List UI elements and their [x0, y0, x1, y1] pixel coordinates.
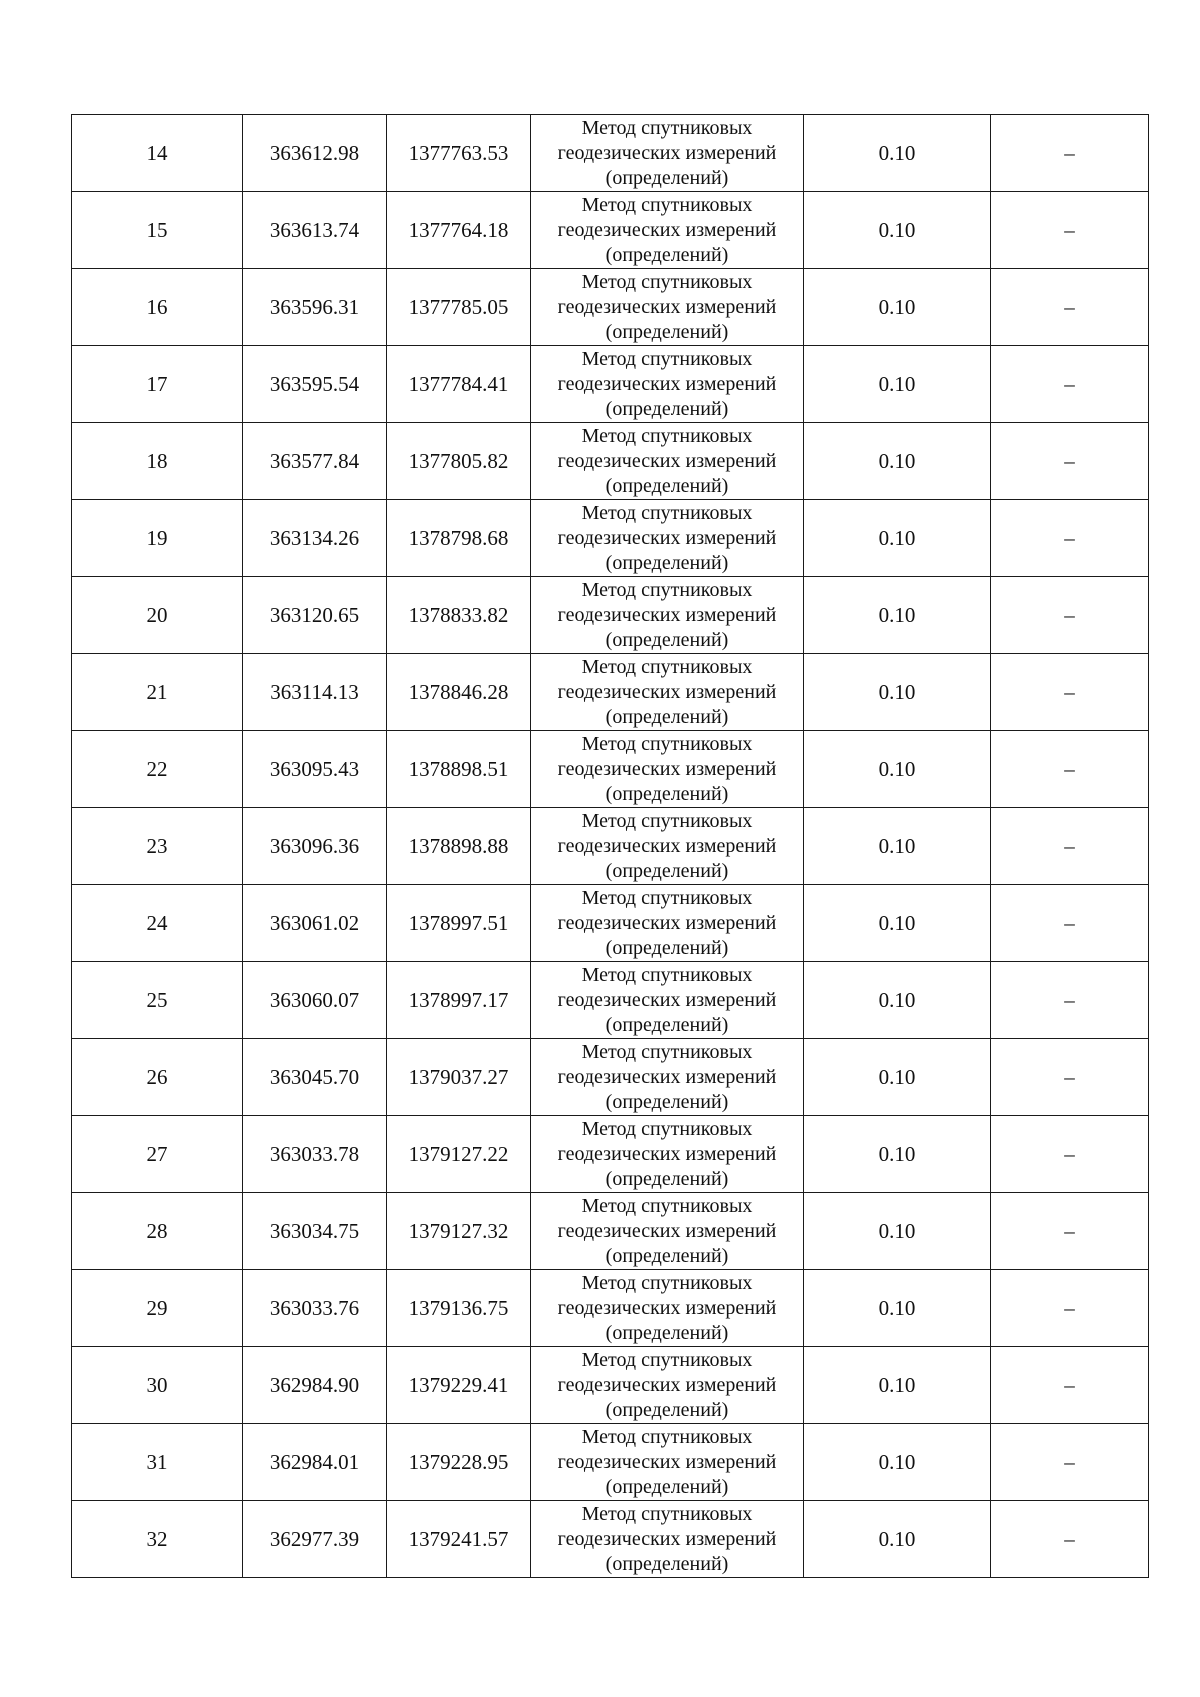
- accuracy-cell: 0.10: [804, 731, 991, 808]
- point-number-cell: 16: [72, 269, 243, 346]
- table-row: [72, 1039, 1149, 1116]
- y-coordinate-cell: 1379228.95: [387, 1424, 531, 1501]
- method-line-1: Метод спутниковых: [581, 347, 753, 370]
- method-cell: [531, 731, 804, 808]
- accuracy-cell: 0.10: [804, 1270, 991, 1347]
- table-row: [72, 1501, 1149, 1578]
- method-line-1: Метод спутниковых: [581, 1425, 753, 1448]
- accuracy-cell: 0.10: [804, 269, 991, 346]
- table-row: [72, 500, 1149, 577]
- extra-info-cell: –: [991, 962, 1149, 1039]
- table-row: [72, 654, 1149, 731]
- method-cell: [531, 346, 804, 423]
- extra-info-cell: –: [991, 1501, 1149, 1578]
- method-cell: [531, 1039, 804, 1116]
- y-coordinate-cell: 1379037.27: [387, 1039, 531, 1116]
- table-row: [72, 346, 1149, 423]
- x-coordinate-cell: 363095.43: [243, 731, 387, 808]
- method-line-3: (определений): [605, 936, 729, 959]
- method-cell: [531, 1270, 804, 1347]
- method-line-3: (определений): [605, 1090, 729, 1113]
- method-line-1: Метод спутниковых: [581, 116, 753, 139]
- point-number-cell: 14: [72, 115, 243, 192]
- x-coordinate-cell: 363033.78: [243, 1116, 387, 1193]
- method-line-2: геодезических измерений: [557, 757, 777, 780]
- method-line-3: (определений): [605, 1013, 729, 1036]
- method-line-3: (определений): [605, 1244, 729, 1267]
- method-line-1: Метод спутниковых: [581, 424, 753, 447]
- method-line-3: (определений): [605, 1398, 729, 1421]
- accuracy-cell: 0.10: [804, 1501, 991, 1578]
- method-line-3: (определений): [605, 1552, 729, 1575]
- method-line-2: геодезических измерений: [557, 1450, 777, 1473]
- table-row: [72, 1424, 1149, 1501]
- extra-info-cell: –: [991, 1270, 1149, 1347]
- method-line-3: (определений): [605, 1475, 729, 1498]
- extra-info-cell: –: [991, 1347, 1149, 1424]
- method-line-3: (определений): [605, 243, 729, 266]
- y-coordinate-cell: 1378798.68: [387, 500, 531, 577]
- method-cell: [531, 808, 804, 885]
- table-row: [72, 115, 1149, 192]
- method-line-2: геодезических измерений: [557, 834, 777, 857]
- method-cell: [531, 885, 804, 962]
- method-cell: [531, 654, 804, 731]
- point-number-cell: 25: [72, 962, 243, 1039]
- accuracy-cell: 0.10: [804, 1039, 991, 1116]
- method-line-3: (определений): [605, 166, 729, 189]
- point-number-cell: 15: [72, 192, 243, 269]
- method-line-1: Метод спутниковых: [581, 809, 753, 832]
- extra-info-cell: –: [991, 115, 1149, 192]
- point-number-cell: 27: [72, 1116, 243, 1193]
- x-coordinate-cell: 363114.13: [243, 654, 387, 731]
- point-number-cell: 19: [72, 500, 243, 577]
- extra-info-cell: –: [991, 577, 1149, 654]
- table-row: [72, 1193, 1149, 1270]
- method-line-2: геодезических измерений: [557, 1527, 777, 1550]
- y-coordinate-cell: 1378898.88: [387, 808, 531, 885]
- extra-info-cell: –: [991, 654, 1149, 731]
- table-row: [72, 423, 1149, 500]
- point-number-cell: 31: [72, 1424, 243, 1501]
- method-line-3: (определений): [605, 628, 729, 651]
- method-line-2: геодезических измерений: [557, 911, 777, 934]
- method-cell: [531, 1424, 804, 1501]
- point-number-cell: 32: [72, 1501, 243, 1578]
- y-coordinate-cell: 1379127.22: [387, 1116, 531, 1193]
- y-coordinate-cell: 1379127.32: [387, 1193, 531, 1270]
- method-line-3: (определений): [605, 320, 729, 343]
- method-line-3: (определений): [605, 782, 729, 805]
- method-line-1: Метод спутниковых: [581, 655, 753, 678]
- method-cell: [531, 423, 804, 500]
- method-line-1: Метод спутниковых: [581, 963, 753, 986]
- x-coordinate-cell: 363034.75: [243, 1193, 387, 1270]
- x-coordinate-cell: 363120.65: [243, 577, 387, 654]
- method-line-2: геодезических измерений: [557, 295, 777, 318]
- method-line-3: (определений): [605, 1167, 729, 1190]
- method-line-1: Метод спутниковых: [581, 886, 753, 909]
- extra-info-cell: –: [991, 1039, 1149, 1116]
- point-number-cell: 24: [72, 885, 243, 962]
- x-coordinate-cell: 362984.90: [243, 1347, 387, 1424]
- extra-info-cell: –: [991, 1424, 1149, 1501]
- method-line-2: геодезических измерений: [557, 603, 777, 626]
- method-cell: [531, 500, 804, 577]
- x-coordinate-cell: 363045.70: [243, 1039, 387, 1116]
- x-coordinate-cell: 362984.01: [243, 1424, 387, 1501]
- method-line-1: Метод спутниковых: [581, 1194, 753, 1217]
- x-coordinate-cell: 363613.74: [243, 192, 387, 269]
- y-coordinate-cell: 1378846.28: [387, 654, 531, 731]
- x-coordinate-cell: 363033.76: [243, 1270, 387, 1347]
- extra-info-cell: –: [991, 423, 1149, 500]
- accuracy-cell: 0.10: [804, 577, 991, 654]
- point-number-cell: 23: [72, 808, 243, 885]
- point-number-cell: 30: [72, 1347, 243, 1424]
- extra-info-cell: –: [991, 885, 1149, 962]
- y-coordinate-cell: 1377784.41: [387, 346, 531, 423]
- accuracy-cell: 0.10: [804, 1116, 991, 1193]
- accuracy-cell: 0.10: [804, 192, 991, 269]
- x-coordinate-cell: 362977.39: [243, 1501, 387, 1578]
- method-cell: [531, 269, 804, 346]
- y-coordinate-cell: 1377764.18: [387, 192, 531, 269]
- point-number-cell: 22: [72, 731, 243, 808]
- extra-info-cell: –: [991, 346, 1149, 423]
- method-line-3: (определений): [605, 1321, 729, 1344]
- table-row: [72, 885, 1149, 962]
- accuracy-cell: 0.10: [804, 808, 991, 885]
- method-line-1: Метод спутниковых: [581, 1502, 753, 1525]
- method-line-2: геодезических измерений: [557, 526, 777, 549]
- method-line-2: геодезических измерений: [557, 1219, 777, 1242]
- accuracy-cell: 0.10: [804, 500, 991, 577]
- accuracy-cell: 0.10: [804, 115, 991, 192]
- method-line-1: Метод спутниковых: [581, 270, 753, 293]
- point-number-cell: 26: [72, 1039, 243, 1116]
- method-line-1: Метод спутниковых: [581, 501, 753, 524]
- accuracy-cell: 0.10: [804, 1193, 991, 1270]
- method-line-1: Метод спутниковых: [581, 1040, 753, 1063]
- y-coordinate-cell: 1378898.51: [387, 731, 531, 808]
- y-coordinate-cell: 1379136.75: [387, 1270, 531, 1347]
- method-cell: [531, 1347, 804, 1424]
- method-line-3: (определений): [605, 705, 729, 728]
- point-number-cell: 21: [72, 654, 243, 731]
- y-coordinate-cell: 1378997.51: [387, 885, 531, 962]
- x-coordinate-cell: 363060.07: [243, 962, 387, 1039]
- accuracy-cell: 0.10: [804, 423, 991, 500]
- method-line-2: геодезических измерений: [557, 141, 777, 164]
- x-coordinate-cell: 363612.98: [243, 115, 387, 192]
- y-coordinate-cell: 1378997.17: [387, 962, 531, 1039]
- table-row: [72, 1270, 1149, 1347]
- accuracy-cell: 0.10: [804, 346, 991, 423]
- point-number-cell: 20: [72, 577, 243, 654]
- y-coordinate-cell: 1377785.05: [387, 269, 531, 346]
- extra-info-cell: –: [991, 192, 1149, 269]
- method-line-2: геодезических измерений: [557, 218, 777, 241]
- table-row: [72, 808, 1149, 885]
- accuracy-cell: 0.10: [804, 1424, 991, 1501]
- extra-info-cell: –: [991, 731, 1149, 808]
- point-number-cell: 29: [72, 1270, 243, 1347]
- x-coordinate-cell: 363595.54: [243, 346, 387, 423]
- extra-info-cell: –: [991, 808, 1149, 885]
- table-row: [72, 1116, 1149, 1193]
- method-line-2: геодезических измерений: [557, 1373, 777, 1396]
- x-coordinate-cell: 363096.36: [243, 808, 387, 885]
- method-cell: [531, 962, 804, 1039]
- x-coordinate-cell: 363134.26: [243, 500, 387, 577]
- accuracy-cell: 0.10: [804, 1347, 991, 1424]
- accuracy-cell: 0.10: [804, 962, 991, 1039]
- point-number-cell: 18: [72, 423, 243, 500]
- method-line-3: (определений): [605, 397, 729, 420]
- method-line-2: геодезических измерений: [557, 1296, 777, 1319]
- method-cell: [531, 1193, 804, 1270]
- coordinates-table: [71, 114, 1149, 1578]
- method-line-3: (определений): [605, 551, 729, 574]
- table-row: [72, 192, 1149, 269]
- table-row: [72, 1347, 1149, 1424]
- extra-info-cell: –: [991, 500, 1149, 577]
- point-number-cell: 28: [72, 1193, 243, 1270]
- table-row: [72, 962, 1149, 1039]
- y-coordinate-cell: 1377763.53: [387, 115, 531, 192]
- method-line-1: Метод спутниковых: [581, 1271, 753, 1294]
- method-cell: [531, 115, 804, 192]
- method-cell: [531, 192, 804, 269]
- method-cell: [531, 1501, 804, 1578]
- method-line-1: Метод спутниковых: [581, 1117, 753, 1140]
- extra-info-cell: –: [991, 1193, 1149, 1270]
- method-cell: [531, 577, 804, 654]
- table-row: [72, 269, 1149, 346]
- table-row: [72, 577, 1149, 654]
- coordinates-table-body: [72, 115, 1149, 1578]
- method-line-2: геодезических измерений: [557, 988, 777, 1011]
- method-line-2: геодезических измерений: [557, 449, 777, 472]
- method-line-1: Метод спутниковых: [581, 578, 753, 601]
- accuracy-cell: 0.10: [804, 654, 991, 731]
- accuracy-cell: 0.10: [804, 885, 991, 962]
- method-line-2: геодезических измерений: [557, 1142, 777, 1165]
- method-line-2: геодезических измерений: [557, 1065, 777, 1088]
- y-coordinate-cell: 1379229.41: [387, 1347, 531, 1424]
- x-coordinate-cell: 363577.84: [243, 423, 387, 500]
- method-line-1: Метод спутниковых: [581, 1348, 753, 1371]
- y-coordinate-cell: 1379241.57: [387, 1501, 531, 1578]
- y-coordinate-cell: 1377805.82: [387, 423, 531, 500]
- method-line-3: (определений): [605, 474, 729, 497]
- x-coordinate-cell: 363596.31: [243, 269, 387, 346]
- method-cell: [531, 1116, 804, 1193]
- method-line-2: геодезических измерений: [557, 680, 777, 703]
- x-coordinate-cell: 363061.02: [243, 885, 387, 962]
- method-line-3: (определений): [605, 859, 729, 882]
- method-line-2: геодезических измерений: [557, 372, 777, 395]
- extra-info-cell: –: [991, 1116, 1149, 1193]
- method-line-1: Метод спутниковых: [581, 193, 753, 216]
- method-line-1: Метод спутниковых: [581, 732, 753, 755]
- point-number-cell: 17: [72, 346, 243, 423]
- extra-info-cell: –: [991, 269, 1149, 346]
- y-coordinate-cell: 1378833.82: [387, 577, 531, 654]
- table-row: [72, 731, 1149, 808]
